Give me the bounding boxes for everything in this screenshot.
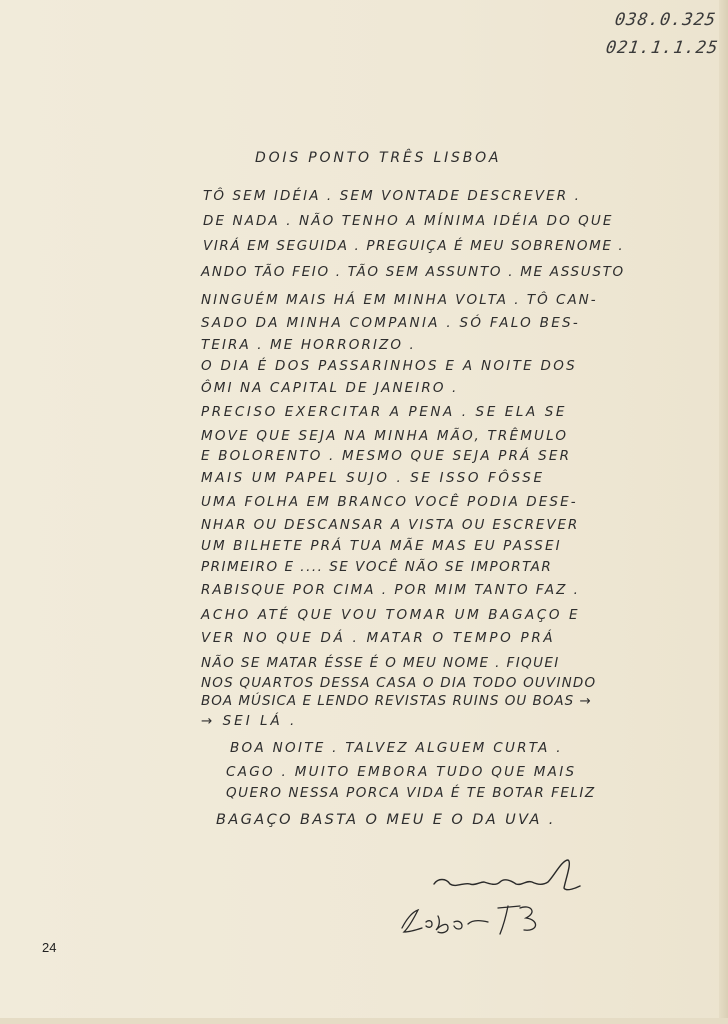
poem-line: QUERO NESSA PORCA VIDA É TE BOTAR FELIZ [226, 785, 596, 801]
poem-line: NÃO SE MATAR ÉSSE É O MEU NOME . FIQUEI [201, 655, 560, 671]
poem-line: TEIRA . ME HORRORIZO . [201, 337, 416, 353]
poem-line: PRECISO EXERCITAR A PENA . SE ELA SE [201, 404, 568, 420]
archive-code: 038.0.325 [613, 10, 718, 30]
poem-line: MOVE QUE SEJA NA MINHA MÃO, TRÊMULO [201, 428, 569, 444]
archive-code: 021.1.1.25 [604, 38, 720, 58]
poem-line: CAGO . MUITO EMBORA TUDO QUE MAIS [226, 764, 577, 780]
poem-line: SADO DA MINHA COMPANIA . SÓ FALO BES- [201, 315, 581, 331]
handwritten-place-date [396, 898, 556, 940]
poem-line: → SEI LÁ . [201, 713, 298, 729]
handwritten-signature [430, 858, 590, 902]
poem-line: TÔ SEM IDÉIA . SEM VONTADE DESCREVER . [203, 188, 582, 204]
poem-line: BOA MÚSICA E LENDO REVISTAS RUINS OU BOAS → [201, 693, 592, 709]
poem-line: UMA FOLHA EM BRANCO VOCÊ PODIA DESE- [201, 494, 578, 510]
page-edge [719, 0, 728, 1024]
poem-line: ÔMI NA CAPITAL DE JANEIRO . [201, 380, 459, 396]
poem-line: NOS QUARTOS DESSA CASA O DIA TODO OUVINDO [201, 675, 597, 691]
poem-line: O DIA É DOS PASSARINHOS E A NOITE DOS [201, 358, 578, 374]
page-edge-bottom [0, 1018, 728, 1024]
poem-line: BOA NOITE . TALVEZ ALGUEM CURTA . [230, 740, 563, 756]
poem-line: MAIS UM PAPEL SUJO . SE ISSO FÔSSE [201, 470, 545, 486]
poem-line: VIRÁ EM SEGUIDA . PREGUIÇA É MEU SOBRENOME . [203, 238, 625, 254]
poem-line: ACHO ATÉ QUE VOU TOMAR UM BAGAÇO E [201, 607, 581, 623]
poem-line: ANDO TÃO FEIO . TÃO SEM ASSUNTO . ME ASSUSTO [201, 264, 625, 280]
poem-line: NINGUÉM MAIS HÁ EM MINHA VOLTA . TÔ CAN- [201, 292, 598, 308]
poem-line: PRIMEIRO E .... SE VOCÊ NÃO SE IMPORTAR [201, 559, 553, 575]
poem-line: UM BILHETE PRÁ TUA MÃE MAS EU PASSEI [201, 538, 562, 554]
page-number: 24 [42, 940, 57, 955]
poem-line: BAGAÇO BASTA O MEU E O DA UVA . [216, 812, 556, 828]
poem-line: RABISQUE POR CIMA . POR MIM TANTO FAZ . [201, 582, 580, 598]
poem-title: DOIS PONTO TRÊS LISBOA [255, 150, 502, 166]
poem-line: E BOLORENTO . MESMO QUE SEJA PRÁ SER [201, 448, 572, 464]
poem-line: NHAR OU DESCANSAR A VISTA OU ESCREVER [201, 517, 580, 533]
poem-line: VER NO QUE DÁ . MATAR O TEMPO PRÁ [201, 630, 556, 646]
poem-line: DE NADA . NÃO TENHO A MÍNIMA IDÉIA DO QUE [203, 213, 614, 229]
